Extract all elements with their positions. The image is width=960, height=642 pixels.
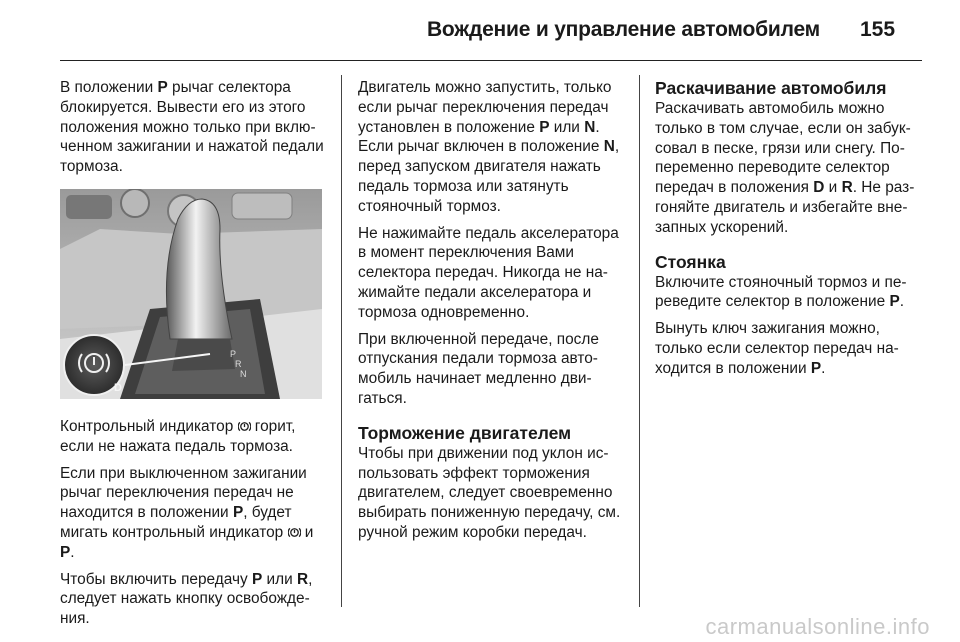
paragraph [655, 273, 923, 313]
page-number: 155 [860, 18, 896, 41]
text: Если при выключенном зажигании рычаг переключения передач не находится в положении [60, 464, 307, 522]
svg-text:R: R [235, 358, 242, 369]
text: . [821, 359, 826, 377]
indicator-letter: D [114, 381, 122, 394]
text: и [300, 523, 314, 541]
text: Чтобы включить передачу [60, 570, 252, 588]
column-2 [358, 78, 626, 550]
text: , будет мигать контрольный индикатор [60, 504, 292, 541]
text: Двигатель можно запустить, только если рычаг переключения передач установлен в положение [358, 79, 612, 136]
gear-selector-photo [60, 189, 322, 399]
section-heading: Стоянка [655, 251, 726, 272]
brake-pedal-warning-icon [288, 526, 301, 539]
text: , следует нажать кнопку освобождения. [60, 570, 313, 628]
brake-pedal-warning-icon [238, 420, 251, 433]
bold-text: R [296, 570, 309, 588]
paragraph [60, 78, 328, 177]
bold-text: N [584, 118, 596, 136]
text: . Не разгоняйте двигатель и избегайте внезапных ускорений. [655, 179, 915, 236]
text: Контрольный индикатор [60, 417, 238, 435]
text: горит, если не нажата педаль тормоза. [60, 417, 296, 455]
column-3 [655, 78, 923, 386]
paragraph [655, 319, 923, 378]
section-heading: Торможение двигателем [358, 422, 572, 443]
paragraph: При включенной передаче, после отпускания педали тормоза автомобиль начинает медленно двигаться. [358, 330, 599, 407]
column-divider [639, 75, 640, 607]
bold-text: P [251, 570, 263, 588]
bold-text: D [813, 179, 825, 197]
paragraph: Чтобы при движении под уклон использовать эффект торможения двигателем, следует своевременно выбирать пониженную передачу, см. ручной режим коробки передач. [358, 444, 621, 541]
bold-text: P [60, 543, 71, 561]
paragraph: Не нажимайте педаль акселератора в момент переключения Вами селектора передач. Никогда не нажимайте педали акселератора и тормоза одновременно. [358, 224, 619, 321]
bold-text: P [232, 504, 244, 522]
column-divider [341, 75, 342, 607]
paragraph [358, 78, 626, 217]
section-heading: Раскачивание автомобиля [655, 78, 887, 98]
bold-text: P [157, 79, 168, 96]
text: . Если рычаг включен в положение [358, 118, 604, 156]
text: рычаг селектора блокируется. Вывести его из этого положения можно только при включенном зажигании и нажатой педали тормоза. [60, 79, 324, 176]
bold-text: R [841, 179, 853, 197]
watermark: carmanualsonline.info [705, 614, 930, 639]
text: . [899, 293, 904, 311]
paragraph [60, 570, 328, 629]
paragraph [655, 99, 923, 238]
svg-text:P: P [230, 348, 237, 359]
svg-text:N: N [240, 368, 247, 379]
text: и [824, 179, 842, 197]
text: Раскачивать автомобиль можно только в том случае, если он забуксовал в песке, грязи или снегу. Попеременно переводите селектор передач в положения [655, 100, 911, 197]
column-1 [60, 78, 328, 636]
text: или [549, 118, 585, 136]
text: В положении [60, 79, 158, 96]
paragraph [60, 464, 328, 563]
text: или [262, 570, 297, 588]
text: . [70, 543, 75, 561]
bold-text: P [539, 118, 550, 136]
paragraph [60, 417, 328, 457]
bold-text: P [810, 359, 822, 377]
text: Включите стояночный тормоз и переведите селектор в положение [655, 273, 907, 311]
header-rule [60, 60, 922, 61]
text: Вынуть ключ зажигания можно, только если селектор передач находится в положении [655, 320, 899, 377]
bold-text: N [603, 138, 615, 156]
header-title: Вождение и управление автомобилем [426, 18, 820, 41]
bold-text: P [889, 293, 900, 311]
text: , перед запуском двигателя нажать педаль тормоза или затянуть стояночный тормоз. [358, 138, 620, 215]
